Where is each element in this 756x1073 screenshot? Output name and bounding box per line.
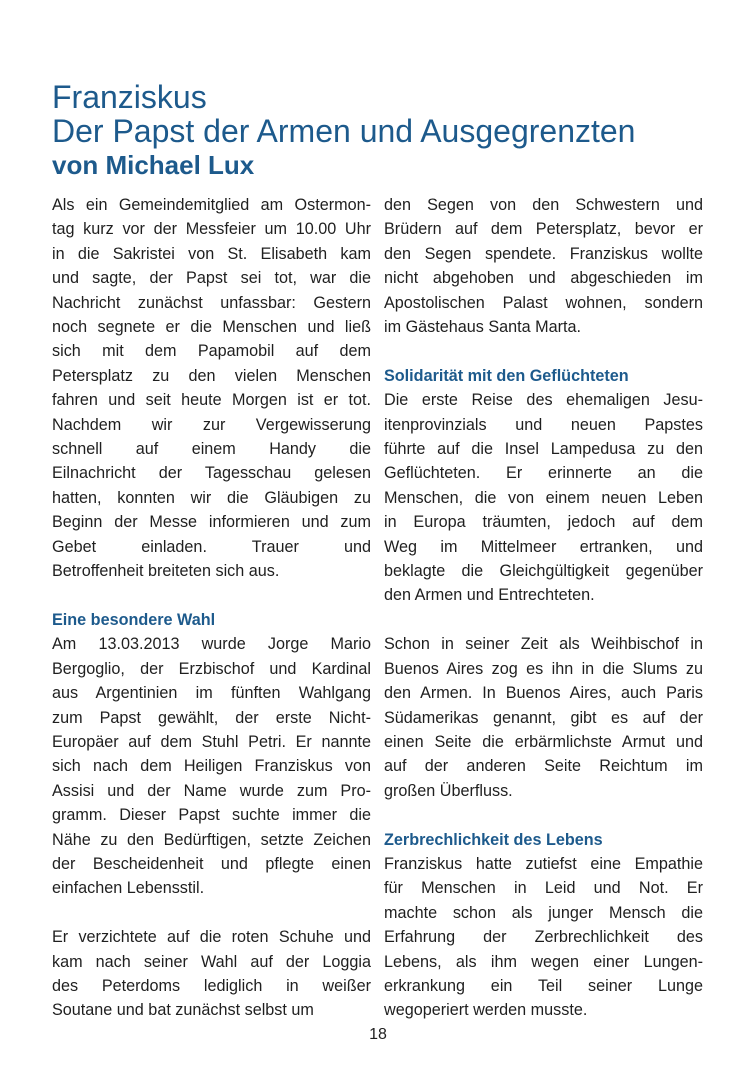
text-line: Buenos Aires zog es ihn in die Slums zu: [384, 659, 703, 678]
article-title-line-1: Franziskus: [52, 79, 207, 115]
article-header: [52, 80, 732, 182]
text-line: Apostolischen Palast wohnen, sondern: [384, 293, 703, 312]
text-line: der Bescheidenheit und pflegte einen: [52, 854, 371, 873]
page-number: 18: [369, 1026, 387, 1043]
paragraph-solidaritaet: [384, 388, 703, 608]
text-line: Franziskus hatte zutiefst eine Empathie: [384, 854, 703, 873]
text-line: Er verzichtete auf die roten Schuhe und: [52, 928, 371, 947]
text-line: zum Papst gewählt, der erste Nicht-: [52, 708, 371, 727]
text-line: für Menschen in Leid und Not. Er: [384, 879, 703, 898]
paragraph-schuhe: [52, 925, 371, 1023]
text-line: Europäer auf dem Stuhl Petri. Er nannte: [52, 732, 371, 751]
text-line: Brüdern auf dem Petersplatz, bevor er: [384, 220, 703, 239]
text-line: Assisi und der Name wurde zum Pro-: [52, 781, 371, 800]
text-line: den Segen spendete. Franziskus wollte: [384, 244, 703, 263]
article-author: von Michael Lux: [52, 150, 255, 180]
text-line: Südamerikas genannt, gibt es auf der: [384, 708, 703, 727]
text-line: itenprovinzials und neuen Papstes: [384, 415, 703, 434]
text-line: fahren und seit heute Morgen ist er tot.: [52, 391, 371, 410]
text-line: einfachen Lebensstil.: [52, 879, 205, 898]
text-line: nicht abgehoben und abgeschieden im: [384, 269, 703, 288]
text-line: Soutane und bat zunächst selbst um: [52, 1001, 314, 1020]
paragraph-zerbrechlichkeit: [384, 852, 703, 1023]
text-line: Nachdem wir zur Vergewisserung: [52, 415, 371, 434]
text-line: kam nach seiner Wahl auf der Loggia: [52, 952, 371, 971]
text-line: Gebet einladen. Trauer und: [52, 537, 371, 556]
text-line: Geflüchteten. Er erinnerte an die: [384, 464, 703, 483]
article-title-line-2: Der Papst der Armen und Ausgegrenzten: [52, 113, 636, 149]
section-heading-zerbrechlichkeit: Zerbrechlichkeit des Lebens: [384, 830, 603, 849]
text-line: tag kurz vor der Messfeier um 10.00 Uhr: [52, 220, 371, 239]
text-line: Menschen, die von einem neuen Leben: [384, 488, 703, 507]
text-line: den Armen. In Buenos Aires, auch Paris: [384, 684, 703, 703]
text-line: und sagte, der Papst sei tot, war die: [52, 269, 371, 288]
text-line: auf der anderen Seite Reichtum im: [384, 757, 703, 776]
text-line: Als ein Gemeindemitglied am Ostermon-: [52, 196, 371, 214]
text-line: einen Seite die erbärmlichste Armut und: [384, 732, 703, 751]
text-line: wegoperiert werden musste.: [384, 1001, 588, 1020]
text-line: gramm. Dieser Papst suchte immer die: [52, 806, 371, 825]
text-line: Am 13.03.2013 wurde Jorge Mario: [52, 635, 371, 654]
text-line: in Europa träumten, jedoch auf dem: [384, 513, 703, 532]
text-line: aus Argentinien im fünften Wahlgang: [52, 684, 371, 703]
text-line: machte schon als junger Mensch die: [384, 903, 703, 922]
text-line: großen Überfluss.: [384, 781, 513, 800]
text-line: Die erste Reise des ehemaligen Jesu-: [384, 391, 703, 410]
text-line: den Armen und Entrechteten.: [384, 586, 595, 605]
text-line: Bergoglio, der Erzbischof und Kardinal: [52, 659, 371, 678]
text-line: noch segnete er die Menschen und ließ: [52, 318, 371, 337]
text-line: hatten, konnten wir die Gläubigen zu: [52, 488, 371, 507]
text-line: sich nach dem Heiligen Franziskus von: [52, 757, 371, 776]
text-line: im Gästehaus Santa Marta.: [384, 318, 582, 337]
right-column: [384, 193, 703, 1023]
text-line: erkrankung ein Teil seiner Lunge: [384, 976, 703, 995]
text-line: schnell auf einem Handy die: [52, 440, 371, 459]
text-line: Nachricht zunächst unfassbar: Gestern: [52, 293, 371, 312]
text-line: Eilnachricht der Tagesschau gelesen: [52, 464, 371, 483]
text-line: Weg im Mittelmeer ertranken, und: [384, 537, 703, 556]
paragraph-segen: [384, 193, 703, 339]
text-line: sich mit dem Papamobil auf dem: [52, 342, 371, 361]
paragraph-intro: [52, 193, 371, 584]
text-line: Nähe zu den Bedürftigen, setzte Zeichen: [52, 830, 371, 849]
text-line: den Segen von den Schwestern und: [384, 196, 703, 214]
text-line: Schon in seiner Zeit als Weihbischof in: [384, 635, 703, 654]
text-line: des Peterdoms lediglich in weißer: [52, 976, 371, 995]
text-line: beklagte die Gleichgültigkeit gegenüber: [384, 562, 703, 581]
text-line: Erfahrung der Zerbrechlichkeit des: [384, 928, 703, 947]
left-column: [52, 193, 371, 1023]
text-line: Betroffenheit breiteten sich aus.: [52, 562, 280, 581]
text-line: führte auf die Insel Lampedusa zu den: [384, 440, 703, 459]
paragraph-weihbischof: [384, 632, 703, 803]
text-line: Lebens, als ihm wegen einer Lungen-: [384, 952, 703, 971]
text-line: Beginn der Messe informieren und zum: [52, 513, 371, 532]
section-heading-solidaritaet: Solidarität mit den Geflüchteten: [384, 366, 629, 385]
text-line: in die Sakristei von St. Elisabeth kam: [52, 244, 371, 263]
section-heading-wahl: Eine besondere Wahl: [52, 610, 216, 629]
text-line: Petersplatz zu den vielen Menschen: [52, 366, 371, 385]
paragraph-wahl: [52, 632, 371, 900]
